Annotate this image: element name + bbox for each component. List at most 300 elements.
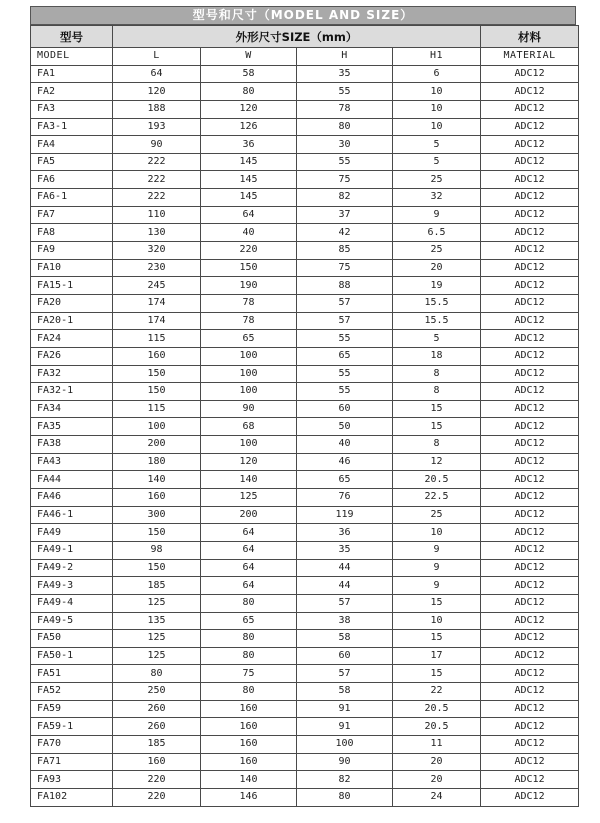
cell-h: 60 bbox=[297, 647, 393, 665]
model-size-table bbox=[30, 25, 579, 807]
cell-h: 60 bbox=[297, 400, 393, 418]
cell-h1: 9 bbox=[393, 541, 481, 559]
cell-h: 85 bbox=[297, 242, 393, 260]
cell-w: 160 bbox=[201, 700, 297, 718]
cell-material: ADC12 bbox=[481, 647, 579, 665]
table-row bbox=[31, 312, 579, 330]
cell-h: 57 bbox=[297, 665, 393, 683]
cell-h: 57 bbox=[297, 294, 393, 312]
cell-h1: 22 bbox=[393, 683, 481, 701]
cell-material: ADC12 bbox=[481, 683, 579, 701]
cell-material: ADC12 bbox=[481, 277, 579, 295]
cell-w: 40 bbox=[201, 224, 297, 242]
cell-h: 82 bbox=[297, 189, 393, 207]
table-row bbox=[31, 224, 579, 242]
cell-w: 145 bbox=[201, 171, 297, 189]
cell-w: 200 bbox=[201, 506, 297, 524]
cell-l: 250 bbox=[113, 683, 201, 701]
table-row bbox=[31, 753, 579, 771]
cell-l: 115 bbox=[113, 330, 201, 348]
cell-w: 146 bbox=[201, 788, 297, 806]
table-row bbox=[31, 65, 579, 83]
cell-model: FA3-1 bbox=[31, 118, 113, 136]
cell-model: FA6-1 bbox=[31, 189, 113, 207]
cell-material: ADC12 bbox=[481, 630, 579, 648]
column-header-h: H bbox=[297, 48, 393, 66]
table-row bbox=[31, 630, 579, 648]
cell-l: 130 bbox=[113, 224, 201, 242]
cell-h1: 20.5 bbox=[393, 700, 481, 718]
cell-w: 160 bbox=[201, 753, 297, 771]
cell-material: ADC12 bbox=[481, 418, 579, 436]
table-row bbox=[31, 541, 579, 559]
cell-model: FA4 bbox=[31, 136, 113, 154]
cell-model: FA1 bbox=[31, 65, 113, 83]
cell-h: 76 bbox=[297, 489, 393, 507]
cell-l: 220 bbox=[113, 788, 201, 806]
cell-h: 58 bbox=[297, 683, 393, 701]
cell-material: ADC12 bbox=[481, 383, 579, 401]
cell-h: 40 bbox=[297, 436, 393, 454]
cell-model: FA70 bbox=[31, 735, 113, 753]
cell-material: ADC12 bbox=[481, 453, 579, 471]
cell-l: 135 bbox=[113, 612, 201, 630]
table-row bbox=[31, 612, 579, 630]
cell-material: ADC12 bbox=[481, 294, 579, 312]
header-model-cn: 型号 bbox=[31, 26, 113, 48]
cell-w: 120 bbox=[201, 100, 297, 118]
cell-l: 300 bbox=[113, 506, 201, 524]
cell-h1: 15.5 bbox=[393, 294, 481, 312]
table-row bbox=[31, 242, 579, 260]
table-row bbox=[31, 594, 579, 612]
table-row bbox=[31, 665, 579, 683]
cell-h: 91 bbox=[297, 718, 393, 736]
cell-model: FA7 bbox=[31, 206, 113, 224]
cell-w: 145 bbox=[201, 189, 297, 207]
cell-l: 260 bbox=[113, 700, 201, 718]
header-material-cn: 材料 bbox=[481, 26, 579, 48]
cell-material: ADC12 bbox=[481, 612, 579, 630]
cell-model: FA20-1 bbox=[31, 312, 113, 330]
table-row bbox=[31, 647, 579, 665]
cell-h1: 6.5 bbox=[393, 224, 481, 242]
cell-w: 90 bbox=[201, 400, 297, 418]
cell-h: 55 bbox=[297, 383, 393, 401]
cell-h1: 15 bbox=[393, 630, 481, 648]
cell-h1: 20 bbox=[393, 259, 481, 277]
table-row bbox=[31, 189, 579, 207]
cell-h: 50 bbox=[297, 418, 393, 436]
cell-model: FA46-1 bbox=[31, 506, 113, 524]
cell-model: FA59 bbox=[31, 700, 113, 718]
table-row bbox=[31, 83, 579, 101]
cell-w: 36 bbox=[201, 136, 297, 154]
cell-l: 150 bbox=[113, 559, 201, 577]
cell-h: 36 bbox=[297, 524, 393, 542]
table-row bbox=[31, 471, 579, 489]
cell-material: ADC12 bbox=[481, 65, 579, 83]
cell-h: 57 bbox=[297, 312, 393, 330]
cell-material: ADC12 bbox=[481, 365, 579, 383]
cell-h: 91 bbox=[297, 700, 393, 718]
table-row bbox=[31, 136, 579, 154]
cell-h: 35 bbox=[297, 65, 393, 83]
cell-h: 90 bbox=[297, 753, 393, 771]
cell-l: 193 bbox=[113, 118, 201, 136]
cell-material: ADC12 bbox=[481, 700, 579, 718]
cell-h1: 20.5 bbox=[393, 718, 481, 736]
cell-l: 125 bbox=[113, 594, 201, 612]
cell-model: FA3 bbox=[31, 100, 113, 118]
cell-l: 110 bbox=[113, 206, 201, 224]
cell-model: FA49-1 bbox=[31, 541, 113, 559]
cell-material: ADC12 bbox=[481, 242, 579, 260]
cell-material: ADC12 bbox=[481, 153, 579, 171]
cell-w: 64 bbox=[201, 524, 297, 542]
cell-material: ADC12 bbox=[481, 171, 579, 189]
cell-l: 64 bbox=[113, 65, 201, 83]
cell-w: 100 bbox=[201, 383, 297, 401]
column-header-model: MODEL bbox=[31, 48, 113, 66]
cell-w: 150 bbox=[201, 259, 297, 277]
cell-w: 145 bbox=[201, 153, 297, 171]
table-row bbox=[31, 347, 579, 365]
cell-l: 174 bbox=[113, 294, 201, 312]
cell-h1: 5 bbox=[393, 153, 481, 171]
cell-model: FA5 bbox=[31, 153, 113, 171]
cell-h: 58 bbox=[297, 630, 393, 648]
cell-w: 80 bbox=[201, 594, 297, 612]
cell-model: FA20 bbox=[31, 294, 113, 312]
size-table-sheet bbox=[30, 6, 576, 807]
table-row bbox=[31, 700, 579, 718]
cell-h1: 15 bbox=[393, 665, 481, 683]
cell-model: FA93 bbox=[31, 771, 113, 789]
cell-h1: 22.5 bbox=[393, 489, 481, 507]
cell-w: 75 bbox=[201, 665, 297, 683]
cell-h1: 17 bbox=[393, 647, 481, 665]
cell-w: 100 bbox=[201, 436, 297, 454]
cell-h1: 8 bbox=[393, 365, 481, 383]
cell-w: 140 bbox=[201, 771, 297, 789]
cell-l: 180 bbox=[113, 453, 201, 471]
cell-h: 44 bbox=[297, 577, 393, 595]
cell-h: 80 bbox=[297, 118, 393, 136]
cell-material: ADC12 bbox=[481, 665, 579, 683]
cell-h: 75 bbox=[297, 259, 393, 277]
cell-h: 35 bbox=[297, 541, 393, 559]
cell-h1: 12 bbox=[393, 453, 481, 471]
cell-material: ADC12 bbox=[481, 136, 579, 154]
cell-w: 65 bbox=[201, 612, 297, 630]
cell-w: 58 bbox=[201, 65, 297, 83]
cell-l: 150 bbox=[113, 524, 201, 542]
cell-model: FA2 bbox=[31, 83, 113, 101]
cell-material: ADC12 bbox=[481, 206, 579, 224]
table-row bbox=[31, 400, 579, 418]
cell-h1: 25 bbox=[393, 171, 481, 189]
table-row bbox=[31, 771, 579, 789]
cell-h: 42 bbox=[297, 224, 393, 242]
table-row bbox=[31, 559, 579, 577]
cell-h1: 19 bbox=[393, 277, 481, 295]
table-row bbox=[31, 788, 579, 806]
cell-w: 68 bbox=[201, 418, 297, 436]
cell-model: FA43 bbox=[31, 453, 113, 471]
table-row bbox=[31, 718, 579, 736]
table-row bbox=[31, 577, 579, 595]
cell-material: ADC12 bbox=[481, 471, 579, 489]
cell-material: ADC12 bbox=[481, 224, 579, 242]
cell-model: FA26 bbox=[31, 347, 113, 365]
cell-l: 222 bbox=[113, 189, 201, 207]
cell-l: 150 bbox=[113, 383, 201, 401]
table-row bbox=[31, 506, 579, 524]
cell-l: 320 bbox=[113, 242, 201, 260]
cell-l: 230 bbox=[113, 259, 201, 277]
cell-h: 75 bbox=[297, 171, 393, 189]
cell-h: 65 bbox=[297, 471, 393, 489]
cell-model: FA32 bbox=[31, 365, 113, 383]
cell-h1: 25 bbox=[393, 506, 481, 524]
cell-model: FA6 bbox=[31, 171, 113, 189]
cell-l: 160 bbox=[113, 347, 201, 365]
cell-material: ADC12 bbox=[481, 436, 579, 454]
table-row bbox=[31, 365, 579, 383]
cell-l: 220 bbox=[113, 771, 201, 789]
cell-l: 115 bbox=[113, 400, 201, 418]
cell-w: 78 bbox=[201, 294, 297, 312]
cell-h: 88 bbox=[297, 277, 393, 295]
cell-material: ADC12 bbox=[481, 753, 579, 771]
table-body bbox=[31, 65, 579, 806]
cell-material: ADC12 bbox=[481, 718, 579, 736]
cell-model: FA32-1 bbox=[31, 383, 113, 401]
cell-model: FA9 bbox=[31, 242, 113, 260]
cell-h1: 15 bbox=[393, 594, 481, 612]
cell-l: 100 bbox=[113, 418, 201, 436]
cell-material: ADC12 bbox=[481, 735, 579, 753]
cell-w: 80 bbox=[201, 683, 297, 701]
table-row bbox=[31, 118, 579, 136]
cell-model: FA71 bbox=[31, 753, 113, 771]
cell-l: 188 bbox=[113, 100, 201, 118]
cell-model: FA51 bbox=[31, 665, 113, 683]
cell-h: 100 bbox=[297, 735, 393, 753]
cell-l: 120 bbox=[113, 83, 201, 101]
cell-h1: 20 bbox=[393, 771, 481, 789]
cell-model: FA52 bbox=[31, 683, 113, 701]
cell-model: FA38 bbox=[31, 436, 113, 454]
table-row bbox=[31, 330, 579, 348]
cell-model: FA44 bbox=[31, 471, 113, 489]
cell-model: FA49-4 bbox=[31, 594, 113, 612]
cell-material: ADC12 bbox=[481, 100, 579, 118]
cell-material: ADC12 bbox=[481, 489, 579, 507]
cell-h: 38 bbox=[297, 612, 393, 630]
cell-l: 150 bbox=[113, 365, 201, 383]
cell-model: FA50 bbox=[31, 630, 113, 648]
table-row bbox=[31, 153, 579, 171]
cell-h1: 11 bbox=[393, 735, 481, 753]
cell-h1: 10 bbox=[393, 118, 481, 136]
column-header-l: L bbox=[113, 48, 201, 66]
cell-l: 222 bbox=[113, 171, 201, 189]
cell-material: ADC12 bbox=[481, 577, 579, 595]
cell-w: 64 bbox=[201, 577, 297, 595]
table-row bbox=[31, 453, 579, 471]
cell-w: 220 bbox=[201, 242, 297, 260]
cell-h1: 10 bbox=[393, 83, 481, 101]
table-row bbox=[31, 277, 579, 295]
cell-l: 260 bbox=[113, 718, 201, 736]
cell-model: FA15-1 bbox=[31, 277, 113, 295]
cell-model: FA34 bbox=[31, 400, 113, 418]
cell-h1: 24 bbox=[393, 788, 481, 806]
cell-w: 100 bbox=[201, 347, 297, 365]
cell-h: 80 bbox=[297, 788, 393, 806]
cell-w: 120 bbox=[201, 453, 297, 471]
cell-model: FA35 bbox=[31, 418, 113, 436]
cell-w: 65 bbox=[201, 330, 297, 348]
cell-l: 98 bbox=[113, 541, 201, 559]
cell-h1: 9 bbox=[393, 577, 481, 595]
cell-model: FA49 bbox=[31, 524, 113, 542]
cell-w: 190 bbox=[201, 277, 297, 295]
cell-h1: 20 bbox=[393, 753, 481, 771]
cell-l: 80 bbox=[113, 665, 201, 683]
cell-h: 55 bbox=[297, 83, 393, 101]
cell-material: ADC12 bbox=[481, 771, 579, 789]
header-size-cn: 外形尺寸SIZE（mm） bbox=[113, 26, 481, 48]
cell-material: ADC12 bbox=[481, 118, 579, 136]
cell-w: 126 bbox=[201, 118, 297, 136]
cell-w: 78 bbox=[201, 312, 297, 330]
cell-l: 140 bbox=[113, 471, 201, 489]
cell-h: 57 bbox=[297, 594, 393, 612]
cell-material: ADC12 bbox=[481, 541, 579, 559]
table-row bbox=[31, 683, 579, 701]
header-row-en bbox=[31, 48, 579, 66]
cell-h1: 8 bbox=[393, 436, 481, 454]
column-header-material: MATERIAL bbox=[481, 48, 579, 66]
cell-h: 55 bbox=[297, 153, 393, 171]
cell-w: 80 bbox=[201, 647, 297, 665]
cell-material: ADC12 bbox=[481, 524, 579, 542]
table-row bbox=[31, 418, 579, 436]
cell-l: 125 bbox=[113, 630, 201, 648]
table-row bbox=[31, 489, 579, 507]
cell-material: ADC12 bbox=[481, 312, 579, 330]
cell-material: ADC12 bbox=[481, 400, 579, 418]
header-row-cn bbox=[31, 26, 579, 48]
table-row bbox=[31, 436, 579, 454]
cell-l: 245 bbox=[113, 277, 201, 295]
cell-w: 160 bbox=[201, 718, 297, 736]
cell-material: ADC12 bbox=[481, 330, 579, 348]
cell-l: 160 bbox=[113, 753, 201, 771]
cell-h1: 20.5 bbox=[393, 471, 481, 489]
cell-l: 200 bbox=[113, 436, 201, 454]
cell-w: 125 bbox=[201, 489, 297, 507]
cell-model: FA46 bbox=[31, 489, 113, 507]
cell-l: 160 bbox=[113, 489, 201, 507]
cell-model: FA59-1 bbox=[31, 718, 113, 736]
cell-h: 44 bbox=[297, 559, 393, 577]
table-row bbox=[31, 259, 579, 277]
cell-material: ADC12 bbox=[481, 189, 579, 207]
cell-h1: 5 bbox=[393, 330, 481, 348]
cell-h: 78 bbox=[297, 100, 393, 118]
cell-model: FA102 bbox=[31, 788, 113, 806]
cell-material: ADC12 bbox=[481, 259, 579, 277]
cell-l: 174 bbox=[113, 312, 201, 330]
cell-h1: 18 bbox=[393, 347, 481, 365]
cell-material: ADC12 bbox=[481, 788, 579, 806]
cell-h: 119 bbox=[297, 506, 393, 524]
cell-w: 160 bbox=[201, 735, 297, 753]
cell-h: 55 bbox=[297, 330, 393, 348]
table-row bbox=[31, 171, 579, 189]
cell-model: FA24 bbox=[31, 330, 113, 348]
cell-h1: 25 bbox=[393, 242, 481, 260]
cell-h1: 5 bbox=[393, 136, 481, 154]
cell-w: 100 bbox=[201, 365, 297, 383]
cell-material: ADC12 bbox=[481, 559, 579, 577]
table-row bbox=[31, 294, 579, 312]
table-row bbox=[31, 524, 579, 542]
cell-h: 30 bbox=[297, 136, 393, 154]
column-header-h1: H1 bbox=[393, 48, 481, 66]
cell-h1: 9 bbox=[393, 559, 481, 577]
table-row bbox=[31, 383, 579, 401]
cell-l: 185 bbox=[113, 577, 201, 595]
cell-h1: 8 bbox=[393, 383, 481, 401]
cell-w: 64 bbox=[201, 206, 297, 224]
column-header-w: W bbox=[201, 48, 297, 66]
cell-model: FA49-3 bbox=[31, 577, 113, 595]
cell-w: 64 bbox=[201, 541, 297, 559]
cell-h1: 32 bbox=[393, 189, 481, 207]
cell-model: FA49-5 bbox=[31, 612, 113, 630]
cell-l: 125 bbox=[113, 647, 201, 665]
cell-w: 80 bbox=[201, 83, 297, 101]
cell-model: FA50-1 bbox=[31, 647, 113, 665]
cell-h1: 9 bbox=[393, 206, 481, 224]
cell-l: 90 bbox=[113, 136, 201, 154]
cell-h1: 15 bbox=[393, 418, 481, 436]
cell-h1: 10 bbox=[393, 100, 481, 118]
cell-h: 37 bbox=[297, 206, 393, 224]
cell-h1: 15.5 bbox=[393, 312, 481, 330]
cell-w: 64 bbox=[201, 559, 297, 577]
cell-h1: 6 bbox=[393, 65, 481, 83]
table-title: 型号和尺寸（MODEL AND SIZE） bbox=[30, 6, 576, 25]
cell-material: ADC12 bbox=[481, 506, 579, 524]
cell-h1: 15 bbox=[393, 400, 481, 418]
cell-model: FA49-2 bbox=[31, 559, 113, 577]
cell-h1: 10 bbox=[393, 524, 481, 542]
cell-h: 65 bbox=[297, 347, 393, 365]
cell-material: ADC12 bbox=[481, 594, 579, 612]
cell-material: ADC12 bbox=[481, 347, 579, 365]
cell-model: FA8 bbox=[31, 224, 113, 242]
table-row bbox=[31, 735, 579, 753]
cell-material: ADC12 bbox=[481, 83, 579, 101]
cell-l: 185 bbox=[113, 735, 201, 753]
cell-h: 46 bbox=[297, 453, 393, 471]
